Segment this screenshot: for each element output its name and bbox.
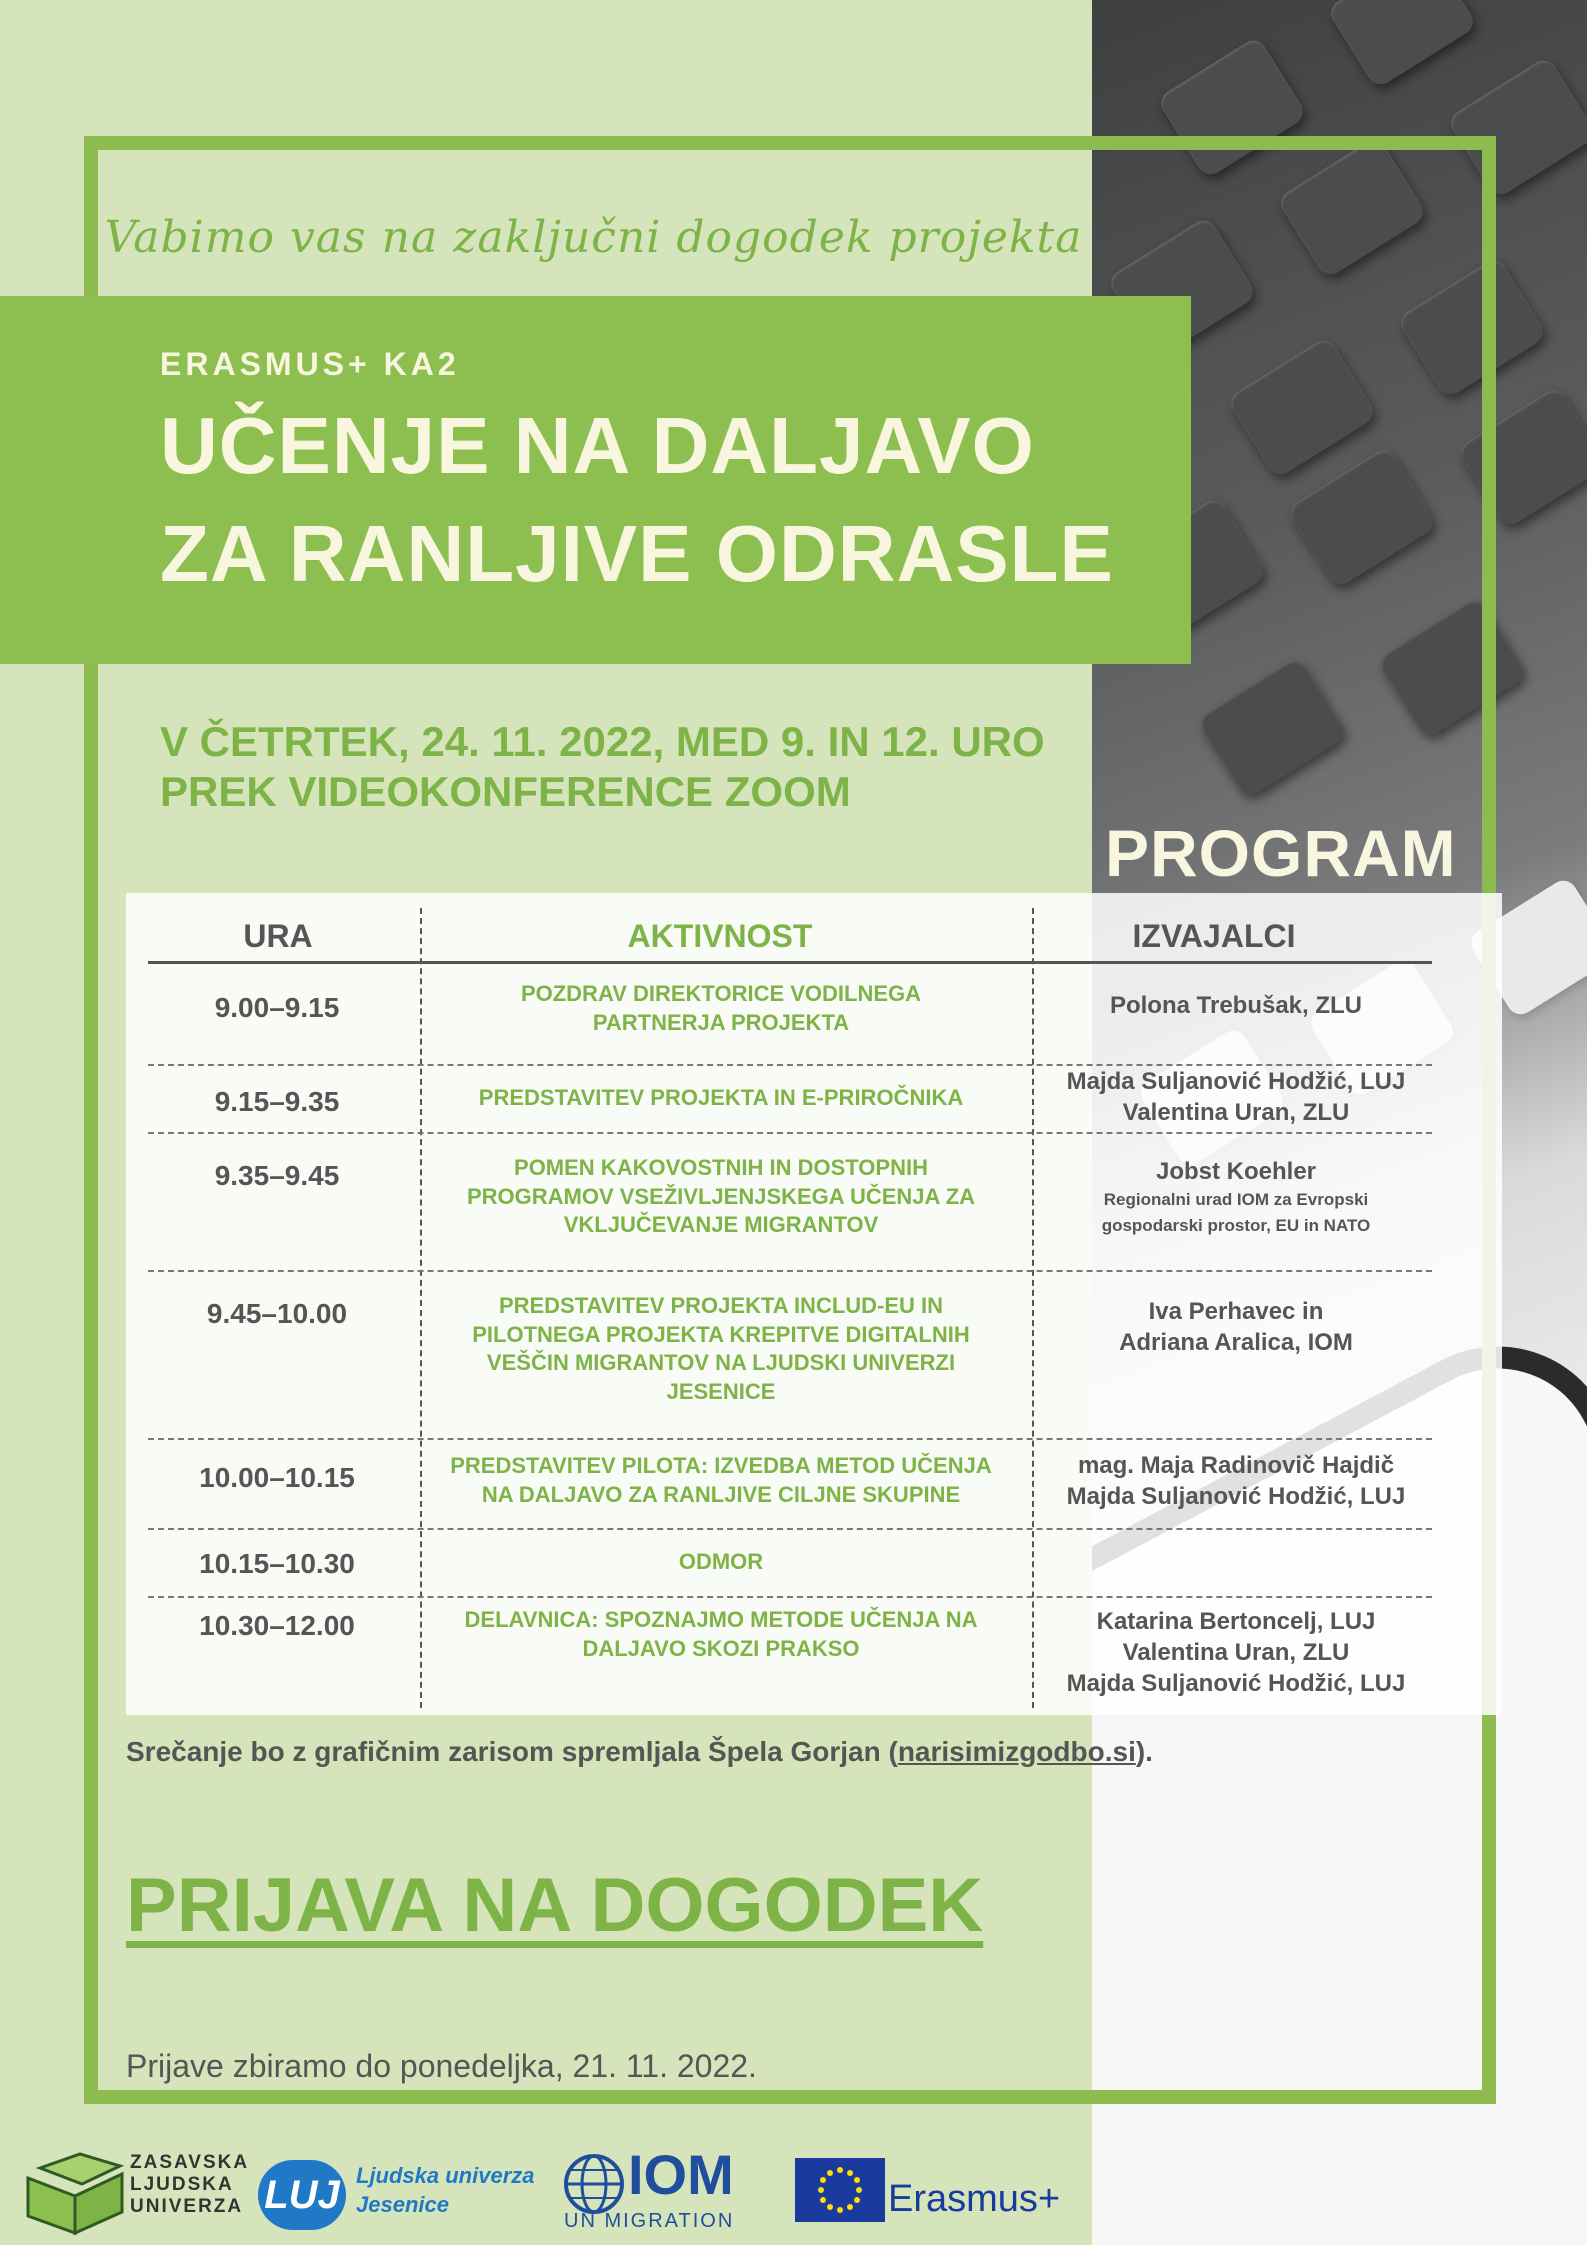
luj-logo: LUJ bbox=[258, 2160, 346, 2230]
speaker-name: Adriana Aralica, IOM bbox=[1119, 1329, 1353, 1357]
iom-logo: IOM bbox=[628, 2143, 734, 2206]
row-time: 9.45–10.00 bbox=[206, 1298, 348, 1329]
zlu-line: LJUDSKA bbox=[130, 2173, 234, 2195]
column-header-time: URA bbox=[243, 918, 313, 954]
zlu-logo bbox=[20, 2148, 130, 2238]
iom-tagline: UN MIGRATION bbox=[564, 2210, 735, 2232]
speaker-name: Jobst Koehler bbox=[1155, 1158, 1317, 1185]
row-activity bbox=[416, 980, 1026, 1037]
eu-flag-icon bbox=[795, 2158, 885, 2222]
registration-deadline: Prijave zbiramo do ponedeljka, 21. 11. 2022. bbox=[126, 2048, 757, 2084]
activity-line: JESENICE bbox=[666, 1378, 776, 1404]
activity-line: ODMOR bbox=[678, 1549, 764, 1574]
speaker-name: Iva Perhavec in bbox=[1148, 1298, 1324, 1325]
erasmus-logo-text: Erasmus+ bbox=[888, 2178, 1061, 2220]
row-activity bbox=[416, 1084, 1026, 1113]
speaker-name: mag. Maja Radinovič Hajdič bbox=[1077, 1452, 1395, 1479]
row-divider bbox=[148, 1596, 1432, 1598]
row-speakers bbox=[1026, 1606, 1446, 1700]
row-time: 9.35–9.45 bbox=[214, 1160, 340, 1191]
row-speakers bbox=[1026, 990, 1446, 1021]
row-speakers bbox=[1026, 1296, 1446, 1358]
activity-line: PREDSTAVITEV PILOTA: IZVEDBA METOD UČENJA bbox=[450, 1453, 992, 1478]
graphic-recording-note bbox=[126, 1736, 1153, 1768]
speaker-name: Katarina Bertoncelj, LUJ bbox=[1096, 1608, 1376, 1635]
note-text: ). bbox=[1135, 1736, 1153, 1767]
activity-line: PROGRAMOV VSEŽIVLJENJSKEGA UČENJA ZA bbox=[466, 1183, 976, 1209]
globe-icon bbox=[562, 2152, 626, 2216]
row-divider bbox=[148, 1438, 1432, 1440]
speaker-affiliation: gospodarski prostor, EU in NATO bbox=[1101, 1215, 1371, 1235]
speaker-affiliation: Regionalni urad IOM za Evropski bbox=[1103, 1190, 1369, 1210]
speaker-name: Valentina Uran, ZLU bbox=[1122, 1099, 1350, 1127]
speaker-name: Majda Suljanović Hodžić, LUJ bbox=[1066, 1068, 1406, 1095]
row-divider bbox=[148, 1528, 1432, 1530]
speaker-name: Majda Suljanović Hodžić, LUJ bbox=[1066, 1670, 1406, 1698]
luj-logo-text bbox=[356, 2162, 535, 2219]
row-divider bbox=[148, 1270, 1432, 1272]
keyboard-key bbox=[1326, 0, 1478, 90]
activity-line: DALJAVO SKOZI PRAKSO bbox=[582, 1635, 860, 1661]
row-time: 10.15–10.30 bbox=[199, 1548, 355, 1579]
luj-line: Jesenice bbox=[356, 2191, 449, 2217]
zlu-line: ZASAVSKA bbox=[130, 2152, 250, 2173]
title-line-2: ZA RANLJIVE ODRASLE bbox=[160, 509, 1114, 598]
title-line-1: UČENJE NA DALJAVO bbox=[160, 401, 1035, 490]
activity-line: POZDRAV DIREKTORICE VODILNEGA bbox=[520, 981, 922, 1006]
row-divider bbox=[148, 1132, 1432, 1134]
zlu-line: UNIVERZA bbox=[130, 2195, 244, 2217]
row-speakers bbox=[1026, 1066, 1446, 1128]
row-activity bbox=[416, 1292, 1026, 1406]
row-speakers bbox=[1026, 1450, 1446, 1512]
activity-line: PREDSTAVITEV PROJEKTA IN E-PRIROČNIKA bbox=[478, 1085, 964, 1110]
activity-line: VEŠČIN MIGRANTOV NA LJUDSKI UNIVERZI bbox=[486, 1350, 956, 1376]
row-activity bbox=[416, 1548, 1026, 1577]
row-time: 9.00–9.15 bbox=[214, 992, 340, 1023]
venue-line: PREK VIDEOKONFERENCE ZOOM bbox=[160, 768, 851, 815]
row-speakers bbox=[1026, 1156, 1446, 1238]
activity-line: VKLJUČEVANJE MIGRANTOV bbox=[563, 1212, 879, 1238]
registration-link[interactable]: PRIJAVA NA DOGODEK bbox=[126, 1863, 984, 1948]
note-text: Srečanje bo z grafičnim zarisom spremljala Špela Gorjan ( bbox=[126, 1736, 898, 1767]
date-line: V ČETRTEK, 24. 11. 2022, MED 9. IN 12. URO bbox=[160, 718, 1045, 765]
activity-line: DELAVNICA: SPOZNAJMO METODE UČENJA NA bbox=[464, 1607, 978, 1632]
row-time: 10.30–12.00 bbox=[199, 1610, 355, 1641]
narisimizgodbo-link[interactable]: narisimizgodbo.si bbox=[897, 1736, 1136, 1767]
speaker-name: Polona Trebušak, ZLU bbox=[1109, 992, 1363, 1019]
activity-line: PREDSTAVITEV PROJEKTA INCLUD-EU IN bbox=[498, 1293, 944, 1318]
row-activity bbox=[416, 1606, 1026, 1663]
row-activity bbox=[416, 1154, 1026, 1240]
luj-line: Ljudska univerza bbox=[356, 2163, 535, 2188]
row-time: 10.00–10.15 bbox=[199, 1462, 355, 1493]
activity-line: PARTNERJA PROJEKTA bbox=[592, 1009, 850, 1035]
invite-text: Vabimo vas na zaključni dogodek projekta bbox=[104, 212, 1083, 263]
zlu-logo-text bbox=[130, 2152, 249, 2218]
program-title: PROGRAM bbox=[1105, 816, 1457, 890]
book-icon bbox=[20, 2148, 130, 2238]
header-divider bbox=[148, 961, 1432, 964]
row-time: 9.15–9.35 bbox=[214, 1086, 340, 1117]
activity-line: POMEN KAKOVOSTNIH IN DOSTOPNIH bbox=[514, 1155, 928, 1180]
speaker-name: Majda Suljanović Hodžić, LUJ bbox=[1066, 1483, 1406, 1511]
program-tag: ERASMUS+ KA2 bbox=[160, 346, 460, 382]
activity-line: NA DALJAVO ZA RANLJIVE CILJNE SKUPINE bbox=[481, 1481, 961, 1507]
activity-line: PILOTNEGA PROJEKTA KREPITVE DIGITALNIH bbox=[472, 1321, 970, 1347]
row-activity bbox=[416, 1452, 1026, 1509]
column-header-speakers: IZVAJALCI bbox=[1132, 918, 1296, 954]
speaker-name: Valentina Uran, ZLU bbox=[1122, 1639, 1350, 1667]
column-header-activity: AKTIVNOST bbox=[627, 918, 813, 954]
